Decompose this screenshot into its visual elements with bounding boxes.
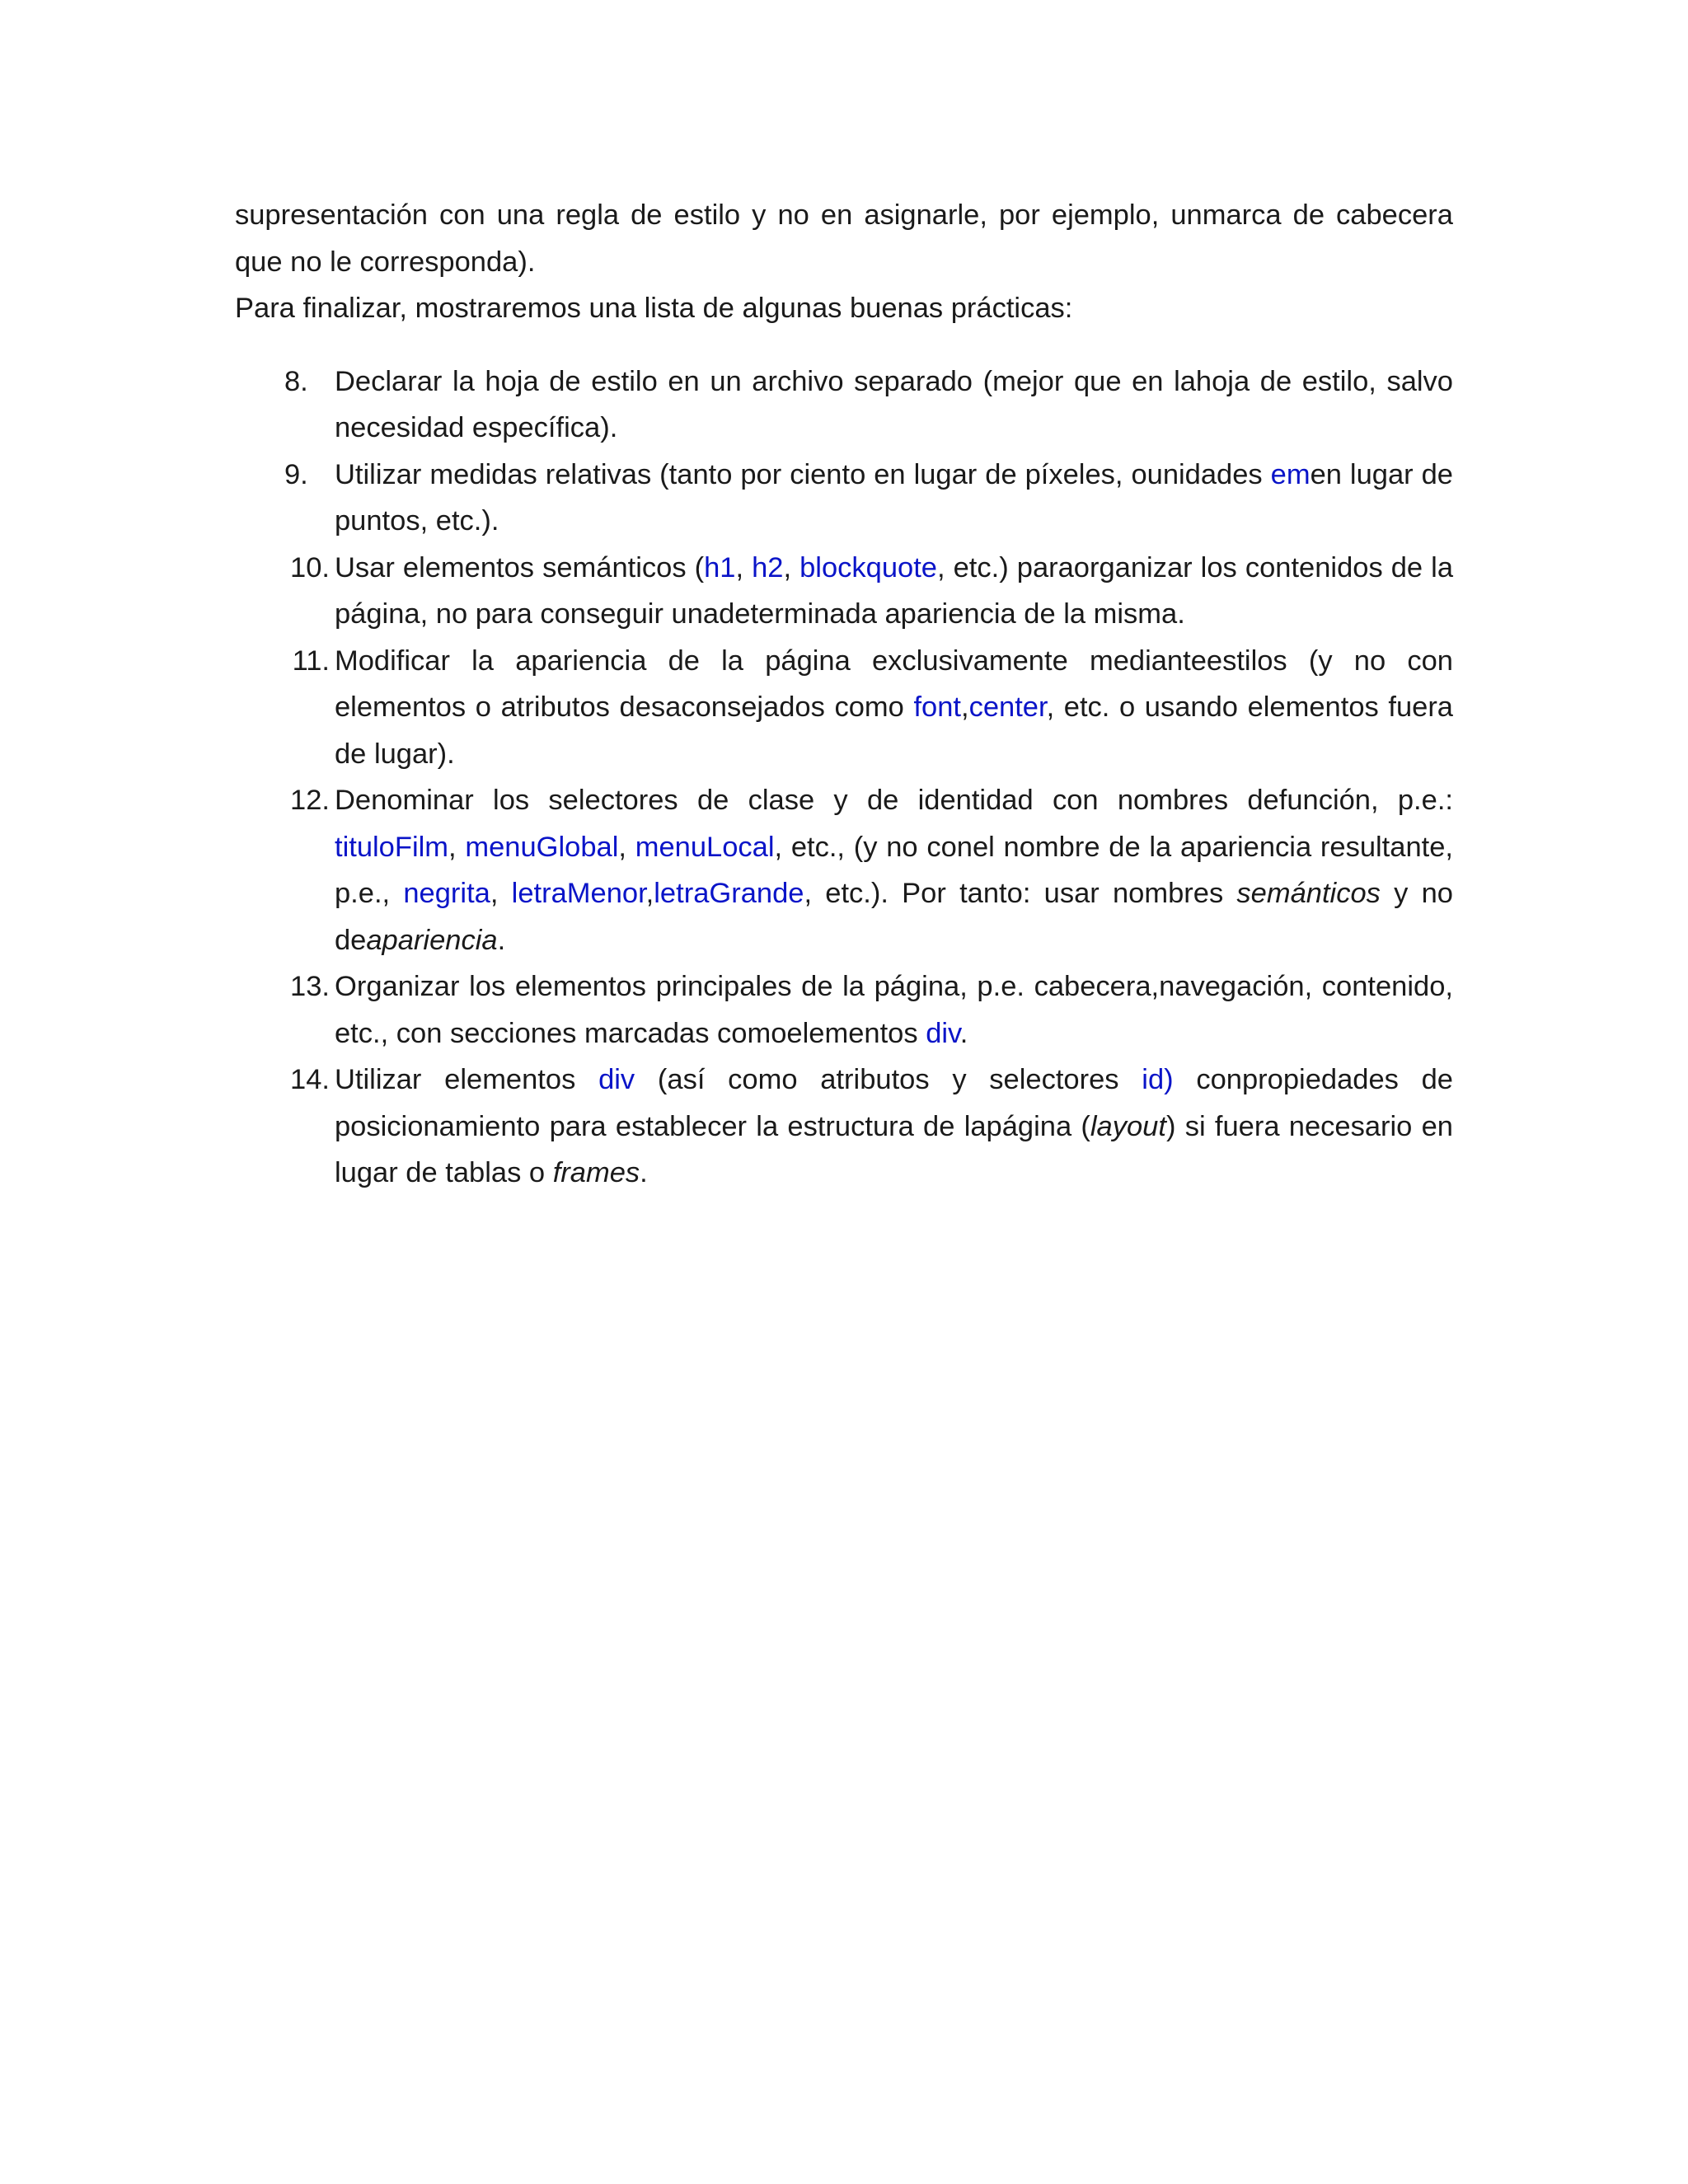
emphasis-text: semánticos (1236, 878, 1381, 909)
document-page (235, 192, 1453, 1197)
list-item (235, 777, 1453, 963)
text-run: conpropiedades de posicionamiento para establecer la estructura de lapágina ( (335, 1064, 1453, 1142)
text-run: Utilizar medidas relativas (tanto por ciento en lugar de píxeles, ounidades (335, 458, 1271, 490)
text-run: Organizar los elementos principales de la página, p.e. cabecera,navegación, contenido, etc., con secciones marcadas comoelementos (335, 971, 1453, 1049)
list-item-number: 8. (284, 365, 308, 397)
text-run: , (618, 831, 635, 863)
list-item-text (335, 366, 1453, 444)
text-run: ) si fuera necesario en lugar de tablas o (335, 1110, 1453, 1188)
text-run: Denominar los selectores de clase y de identidad con nombres defunción, p.e.: (335, 785, 1453, 816)
list-item-text (335, 1064, 1453, 1188)
list-item-number: 13. (290, 971, 330, 1002)
text-run: . (640, 1157, 648, 1188)
list-item (235, 638, 1453, 778)
text-run: . (497, 924, 506, 956)
code-term: font (913, 691, 961, 723)
text-run: Utilizar elementos (335, 1064, 599, 1095)
text-run: (así como atributos y selectores (635, 1064, 1142, 1095)
list-item-number: 9. (284, 458, 308, 490)
code-term: letraMenor (511, 878, 646, 909)
code-term: div (926, 1017, 960, 1049)
list-item (235, 545, 1453, 638)
list-item-number: 10. (290, 551, 330, 583)
code-term: menuGlobal (465, 831, 619, 863)
code-term: id) (1142, 1064, 1174, 1095)
list-item-number: 14. (290, 1064, 330, 1095)
text-run: , (490, 878, 512, 909)
code-term: h2 (752, 551, 784, 583)
code-term: tituloFilm (335, 831, 449, 863)
text-run: , (783, 551, 800, 583)
text-run: , etc. o usando elementos fuera de lugar). (335, 691, 1453, 770)
text-run: , etc.). Por tanto: usar nombres (804, 878, 1237, 909)
list-item-number: 12. (290, 785, 330, 816)
code-term: negrita (403, 878, 490, 909)
code-term: em (1270, 458, 1311, 490)
list-item (235, 1057, 1453, 1197)
code-term: center (968, 691, 1047, 723)
code-term: div (598, 1064, 635, 1095)
code-term: letraGrande (654, 878, 804, 909)
intro-lead-in: Para finalizar, mostraremos una lista de algunas buenas prácticas: (235, 293, 1073, 324)
text-run: y no de (335, 878, 1453, 956)
text-run: , (448, 831, 466, 863)
list-item-text (335, 552, 1453, 630)
list-item-text (335, 971, 1453, 1049)
emphasis-text: frames (552, 1157, 640, 1188)
list-item-text (335, 785, 1453, 956)
text-run: , etc.) paraorganizar los contenidos de la página, no para conseguir unadeterminada apariencia de la misma. (335, 551, 1454, 630)
intro-paragraph: supresentación con una regla de estilo y no en asignarle, por ejemplo, unmarca de cabecera que no le corresponda). (235, 199, 1453, 278)
text-run: Usar elementos semánticos ( (335, 551, 705, 583)
list-item-number: 11. (292, 644, 330, 677)
code-term: blockquote (799, 551, 937, 583)
code-term: h1 (704, 551, 736, 583)
list-item (235, 963, 1453, 1057)
text-run: , (645, 878, 654, 909)
list-item-text (335, 459, 1453, 537)
text-run: . (959, 1017, 968, 1049)
list-item (235, 359, 1453, 452)
text-run: , (961, 691, 969, 723)
emphasis-text: apariencia (366, 924, 498, 956)
text-run: Modificar la apariencia de la página exclusivamente medianteestilos (y no con elementos o atributos desaconsejados como (335, 644, 1453, 723)
code-term: menuLocal (635, 831, 775, 863)
text-run: Declarar la hoja de estilo en un archivo separado (mejor que en lahoja de estilo, salvo necesidad específica). (335, 365, 1453, 443)
text-run: en lugar de puntos, etc.). (335, 458, 1453, 537)
emphasis-text: layout (1090, 1110, 1166, 1142)
text-run: , (735, 551, 753, 583)
text-run: , etc., (y no conel nombre de la apariencia resultante, p.e., (335, 831, 1453, 909)
list-item-text (335, 645, 1453, 770)
list-item (235, 452, 1453, 545)
good-practices-list (235, 359, 1453, 1197)
